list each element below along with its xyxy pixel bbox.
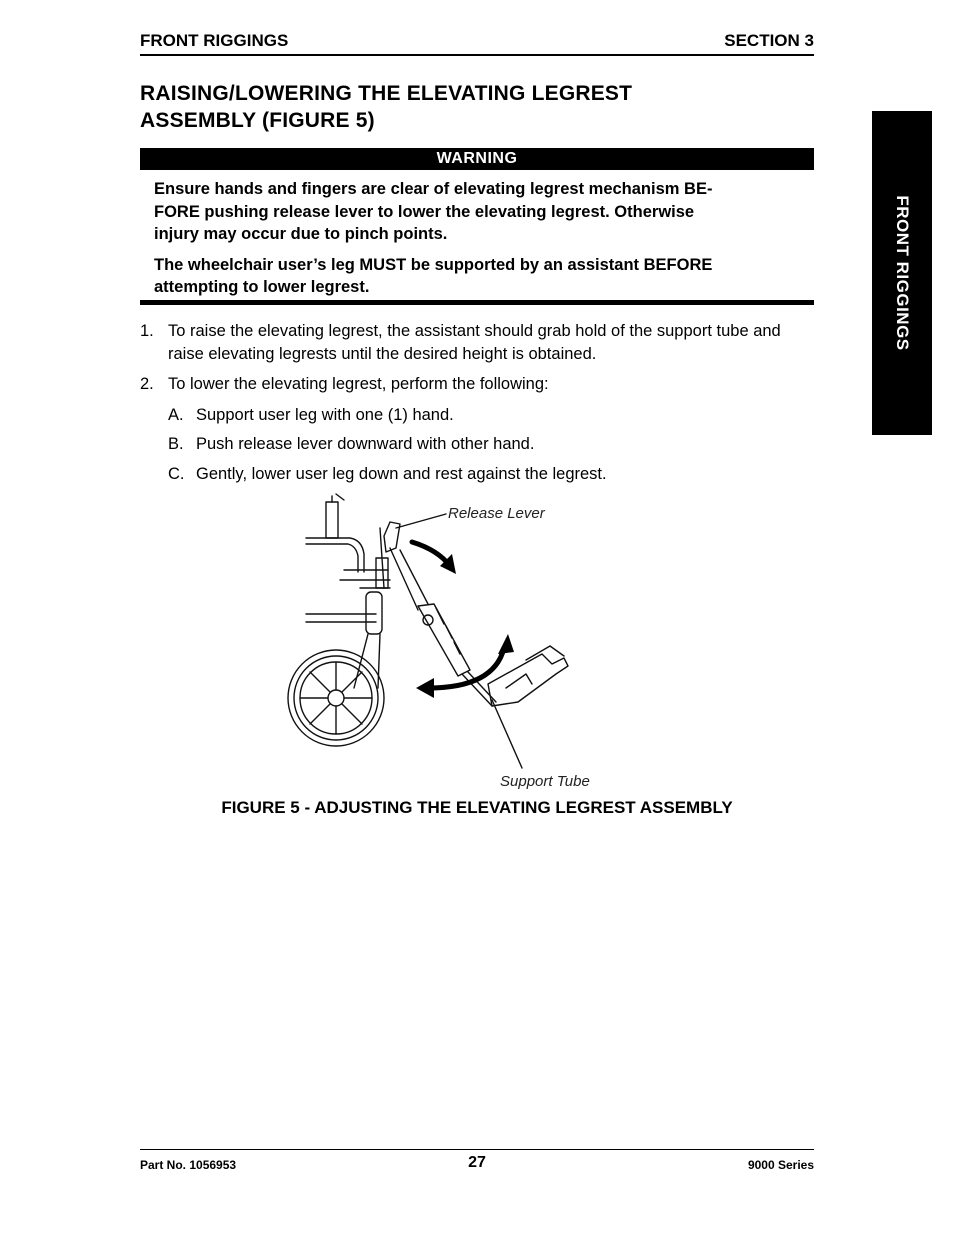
step-1-line2: raise elevating legrests until the desired height is obtained. [168, 344, 597, 363]
figure-caption: FIGURE 5 - ADJUSTING THE ELEVATING LEGREST ASSEMBLY [221, 798, 733, 817]
header-section-name: FRONT RIGGINGS [140, 31, 289, 50]
warning-bottom-rule [140, 300, 814, 305]
warning-paragraph-1 [154, 178, 794, 246]
page-number: 27 [468, 1154, 486, 1171]
substep-letter: A. [168, 405, 184, 424]
warning-p2-line1: The wheelchair user’s leg MUST be supported by an assistant BEFORE [154, 255, 713, 274]
warning-p1-line1: Ensure hands and fingers are clear of elevating legrest mechanism BE- [154, 180, 713, 198]
substep-a [140, 404, 814, 427]
product-series: 9000 Series [747, 1158, 814, 1172]
upper-frame-tube [306, 538, 364, 572]
support-tube-leader [492, 700, 522, 768]
title-line-1: RAISING/LOWERING THE ELEVATING LEGREST [140, 82, 633, 105]
substep-c [140, 463, 814, 486]
header-section-number: SECTION 3 [724, 31, 814, 50]
substep-letter: C. [168, 464, 185, 483]
side-tab-label: FRONT RIGGINGS [893, 195, 912, 351]
support-tube-label: Support Tube [500, 773, 590, 790]
step-2-text: To lower the elevating legrest, perform the following: [168, 375, 549, 393]
warning-p1-line3: injury may occur due to pinch points. [154, 225, 448, 243]
title-line-2: ASSEMBLY (FIGURE 5) [140, 109, 375, 132]
release-lever-label: Release Lever [448, 505, 545, 522]
left-arrowhead-icon [416, 678, 434, 698]
instruction-list [140, 320, 814, 492]
substep-a-text: Support user leg with one (1) hand. [196, 405, 454, 424]
step-number: 2. [140, 375, 154, 393]
header-rule [140, 54, 814, 56]
step-1 [140, 320, 814, 365]
warning-text [154, 178, 794, 307]
substep-c-text: Gently, lower user leg down and rest against the legrest. [196, 464, 607, 483]
warning-banner: WARNING [140, 148, 814, 170]
section-side-tab [872, 111, 932, 435]
warning-p2-line2: attempting to lower legrest. [154, 278, 370, 296]
footer-rule [140, 1149, 814, 1150]
part-number: Part No. 1056953 [140, 1158, 237, 1172]
up-arrowhead-icon [498, 634, 514, 654]
warning-p1-line2: FORE pushing release lever to lower the elevating legrest. Otherwise [154, 202, 695, 221]
release-lever-leader [396, 514, 446, 528]
substep-b [140, 433, 814, 456]
step-1-line1: To raise the elevating legrest, the assistant should grab hold of the support tube and [168, 322, 781, 340]
substep-letter: B. [168, 435, 184, 453]
step-number: 1. [140, 322, 154, 340]
elevating-legrest-illustration [280, 488, 610, 788]
release-lever [384, 522, 400, 552]
substep-b-text: Push release lever downward with other hand. [196, 435, 535, 453]
warning-paragraph-2 [154, 254, 794, 299]
step-2 [140, 373, 814, 396]
page-title [140, 80, 780, 134]
